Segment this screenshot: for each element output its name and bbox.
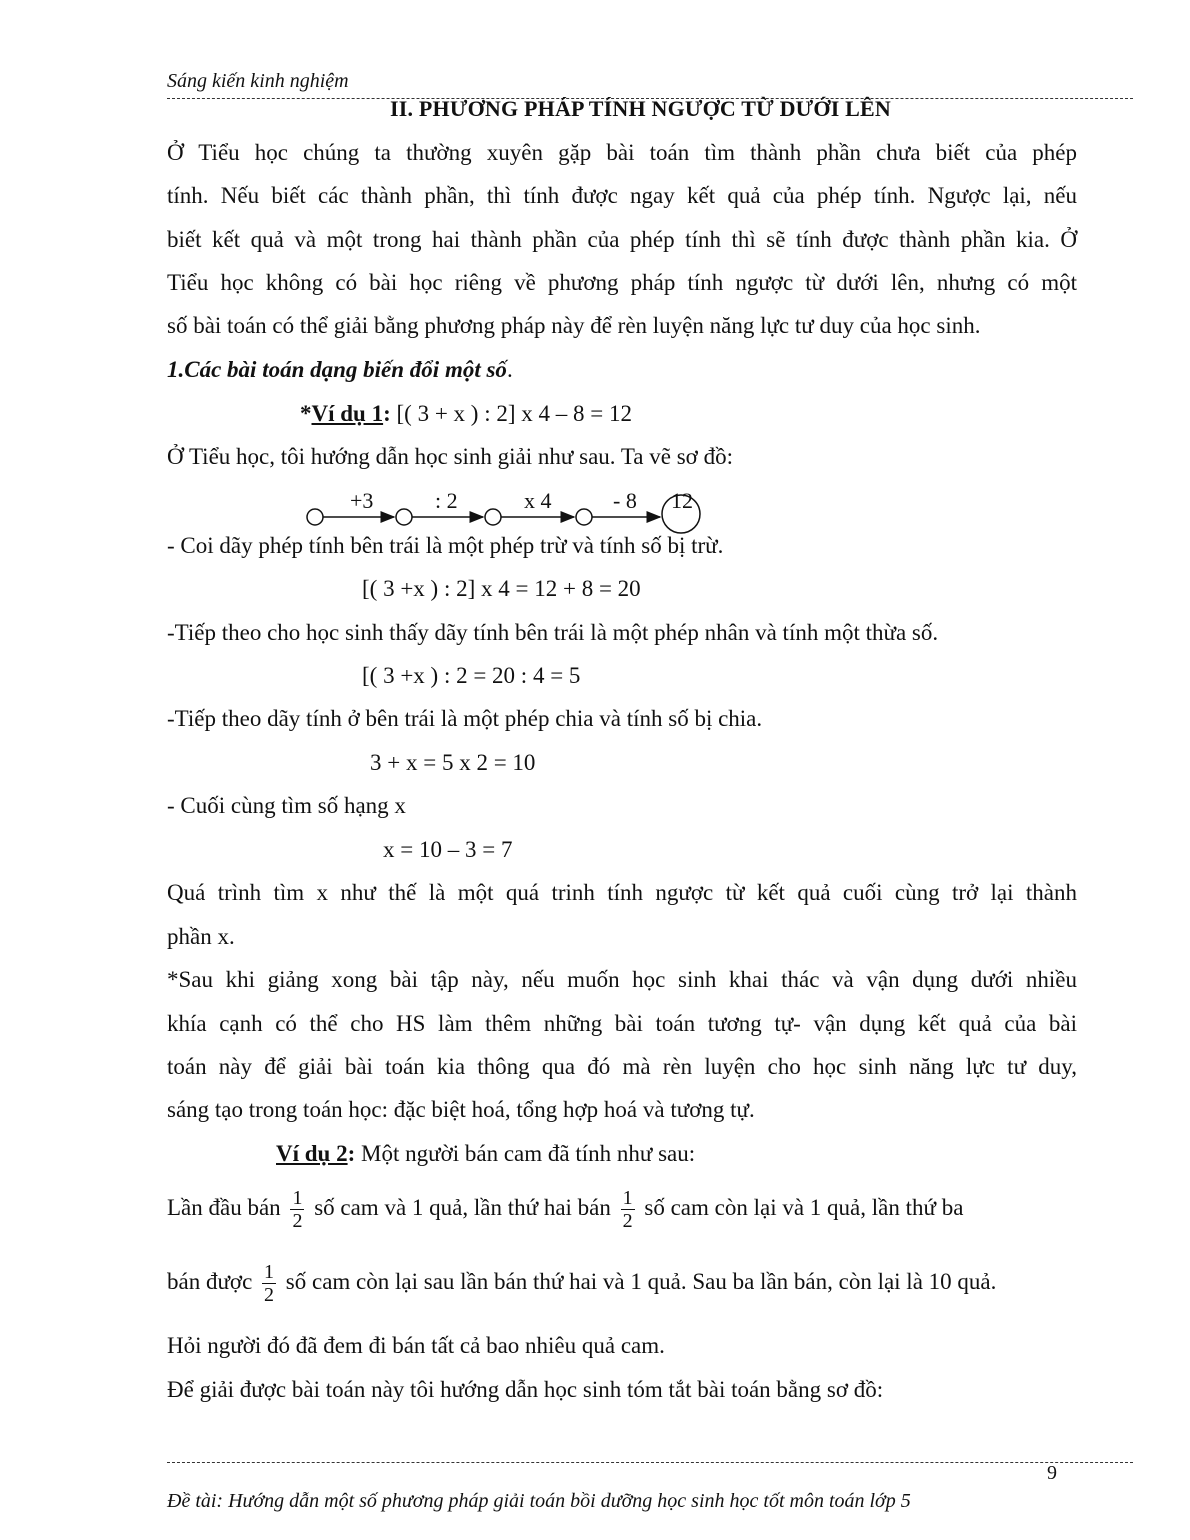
page-number: 9 — [1047, 1462, 1057, 1484]
fraction-numerator: 1 — [264, 1261, 275, 1283]
diagram-node — [307, 509, 323, 525]
text-span: Lần đầu bán — [167, 1194, 281, 1220]
diagram-op-label: x 4 — [524, 488, 552, 513]
intro-line: tính. Nếu biết các thành phần, thì tính được ngay kết quả của phép tính. Ngược lại, nếu — [167, 183, 1077, 208]
subsection-title — [167, 357, 1077, 383]
example-1-colon: : — [383, 401, 391, 426]
example-2-line-1 — [167, 1187, 963, 1232]
diagram-op-label: : 2 — [435, 488, 458, 513]
fraction-numerator: 1 — [622, 1187, 633, 1209]
step-equation: x = 10 – 3 = 7 — [383, 837, 513, 862]
guide-line: Ở Tiểu học, tôi hướng dẫn học sinh giải như sau. Ta vẽ sơ đồ: — [167, 444, 733, 469]
example-2-line-2 — [167, 1261, 996, 1306]
step-equation: [( 3 +x ) : 2 = 20 : 4 = 5 — [362, 663, 581, 688]
example-1 — [300, 401, 632, 427]
intro-line: số bài toán có thể giải bằng phương pháp này để rèn luyện năng lực tư duy của học sinh. — [167, 313, 981, 338]
intro-line: Tiểu học không có bài học riêng về phương pháp tính ngược từ dưới lên, nhưng có một — [167, 270, 1077, 295]
step-text: - Coi dãy phép tính bên trái là một phép trừ và tính số bị trừ. — [167, 533, 724, 558]
conclusion-line: Quá trình tìm x như thế là một quá trinh tính ngược từ kết quả cuối cùng trở lại thành — [167, 880, 1077, 905]
note-line: *Sau khi giảng xong bài tập này, nếu muốn học sinh khai thác và vận dụng dưới nhiều — [167, 967, 1077, 992]
text-span: số cam và 1 quả, lần thứ hai bán — [314, 1194, 611, 1220]
diagram-node — [396, 509, 412, 525]
diagram-node — [485, 509, 501, 525]
diagram-op-label: +3 — [350, 488, 374, 513]
example-1-prefix: * — [300, 401, 312, 426]
fraction-numerator: 1 — [292, 1187, 303, 1209]
diagram-op-label: - 8 — [613, 488, 637, 513]
intro-line: biết kết quả và một trong hai thành phần của phép tính thì sẽ tính được thành phần kia. Ở — [167, 227, 1077, 252]
fraction-one-half — [290, 1187, 304, 1232]
step-equation: [( 3 +x ) : 2] x 4 = 12 + 8 = 20 — [362, 576, 641, 601]
note-line: toán này để giải bài toán kia thông qua đó mà rèn luyện cho học sinh năng lực tư duy, — [167, 1054, 1077, 1079]
example-2-colon: : — [347, 1141, 356, 1166]
example-2-label: Ví dụ 2 — [276, 1141, 348, 1166]
fraction-one-half — [262, 1261, 276, 1306]
fraction-denominator: 2 — [264, 1284, 275, 1306]
operation-diagram — [290, 484, 720, 534]
example-1-label: Ví dụ 1 — [311, 401, 384, 426]
subsection-text: 1.Các bài toán dạng biến đổi một số — [167, 357, 507, 382]
example-2-question: Hỏi người đó đã đem đi bán tất cả bao nhiêu quả cam. — [167, 1333, 665, 1358]
text-span: bán được — [167, 1268, 253, 1294]
step-text: -Tiếp theo dãy tính ở bên trái là một phép chia và tính số bị chia. — [167, 706, 763, 731]
subsection-end: . — [506, 357, 513, 382]
text-span: số cam còn lại và 1 quả, lần thứ ba — [644, 1194, 964, 1220]
example-2-text: Một người bán cam đã tính như sau: — [355, 1141, 696, 1166]
intro-line: Ở Tiểu học chúng ta thường xuyên gặp bài toán tìm thành phần chưa biết của phép — [167, 140, 1077, 165]
step-text: - Cuối cùng tìm số hạng x — [167, 793, 406, 818]
example-2-guide: Để giải được bài toán này tôi hướng dẫn học sinh tóm tắt bài toán bằng sơ đồ: — [167, 1377, 884, 1402]
fraction-denominator: 2 — [622, 1210, 633, 1232]
note-line: sáng tạo trong toán học: đặc biệt hoá, tổng hợp hoá và tương tự. — [167, 1097, 755, 1122]
page-header: Sáng kiến kinh nghiệm — [167, 70, 349, 92]
text-span: số cam còn lại sau lần bán thứ hai và 1 quả. Sau ba lần bán, còn lại là 10 quả. — [285, 1268, 997, 1294]
section-title: II. PHƯƠNG PHÁP TÍNH NGƯỢC TỪ DƯỚI LÊN — [390, 96, 891, 121]
diagram-result-label: 12 — [671, 488, 693, 513]
conclusion-line: phần x. — [167, 924, 235, 949]
step-equation: 3 + x = 5 x 2 = 10 — [370, 750, 536, 775]
example-2 — [276, 1141, 695, 1167]
diagram-node — [576, 509, 592, 525]
page-footer: Đề tài: Hướng dẫn một số phương pháp giải toán bồi dưỡng học sinh học tốt môn toán lớp 5 — [167, 1490, 911, 1512]
fraction-one-half — [621, 1187, 635, 1232]
footer-divider — [167, 1462, 1133, 1463]
note-line: khía cạnh có thể cho HS làm thêm những bài toán tương tự- vận dụng kết quả của bài — [167, 1011, 1077, 1036]
example-1-expression: [( 3 + x ) : 2] x 4 – 8 = 12 — [390, 401, 632, 426]
step-text: -Tiếp theo cho học sinh thấy dãy tính bên trái là một phép nhân và tính một thừa số. — [167, 620, 939, 645]
fraction-denominator: 2 — [292, 1210, 303, 1232]
